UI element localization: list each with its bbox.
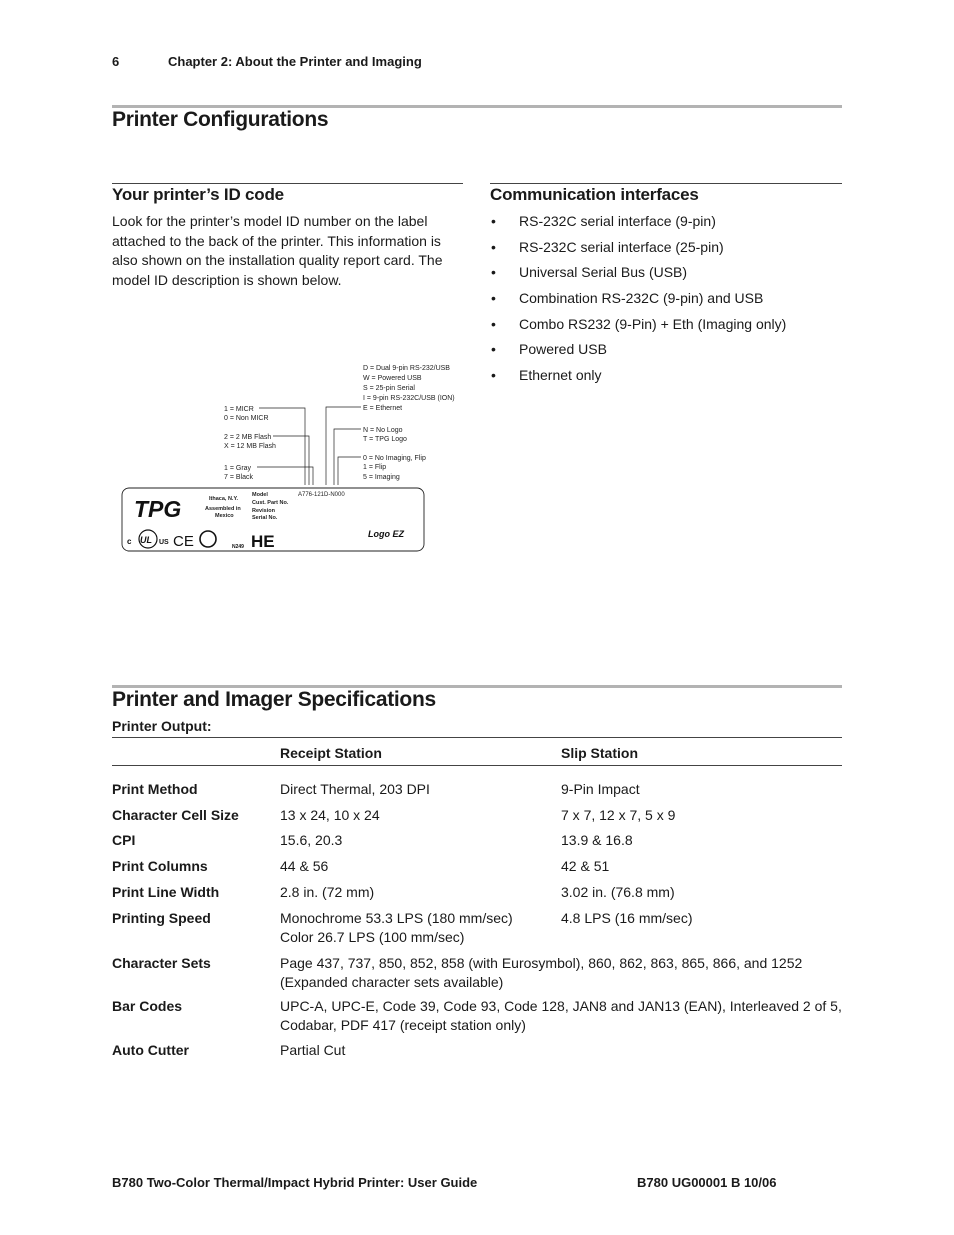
logo-ez-mark: Logo EZ [368, 529, 404, 539]
table-row [112, 780, 842, 806]
diagram-left-label: 1 = MICR [224, 406, 254, 413]
id-code-heading: Your printer’s ID code [112, 185, 284, 204]
receipt-value: 15.6, 20.3 [280, 831, 343, 848]
footer-document-code: B780 UG00001 B 10/06 [637, 1175, 777, 1190]
bullet-icon: • [491, 213, 496, 229]
table-row [112, 1041, 842, 1063]
bullet-icon: • [491, 264, 496, 281]
section-title-specifications: Printer and Imager Specifications [112, 688, 436, 711]
slip-value: 42 & 51 [561, 857, 610, 874]
list-item: • Ethernet only [491, 367, 602, 384]
table-row [112, 909, 842, 954]
table-row [112, 954, 842, 997]
ce-mark: CE [173, 533, 194, 550]
row-label: CPI [112, 831, 136, 848]
bullet-icon: • [491, 238, 496, 255]
label-location: Ithaca, N.Y. [209, 496, 239, 502]
receipt-value: 44 & 56 [280, 857, 329, 874]
slip-value: 3.02 in. (76.8 mm) [561, 883, 675, 900]
receipt-value: Monochrome 53.3 LPS (180 mm/sec) Color 26.7 LPS (100 mm/sec) [280, 909, 513, 945]
table-row [112, 831, 842, 857]
table-row [112, 857, 842, 883]
ul-c-mark: c [127, 537, 132, 546]
ul-mark: UL [140, 535, 152, 545]
table-header-row [112, 738, 842, 766]
chapter-title: Chapter 2: About the Printer and Imaging [168, 54, 422, 69]
row-label: Character Cell Size [112, 806, 239, 823]
receipt-value: Direct Thermal, 203 DPI [280, 780, 430, 797]
list-item: • Universal Serial Bus (USB) [491, 264, 688, 281]
row-label: Bar Codes [112, 997, 183, 1014]
comm-interfaces-list [491, 212, 841, 392]
diagram-left-label: 7 = Black [224, 474, 253, 481]
receipt-value: 2.8 in. (72 mm) [280, 883, 375, 900]
row-label: Print Columns [112, 857, 208, 874]
tpg-logo: TPG [134, 496, 182, 522]
diagram-right-label: S = 25-pin Serial [363, 385, 415, 392]
diagram-left-label: 2 = 2 MB Flash [224, 434, 272, 441]
wide-value: Partial Cut [280, 1041, 346, 1058]
label-field: Cust. Part No. [252, 500, 289, 506]
row-label: Auto Cutter [112, 1041, 189, 1058]
slip-value: 7 x 7, 12 x 7, 5 x 9 [561, 806, 676, 823]
row-label: Character Sets [112, 954, 211, 971]
bullet-icon: • [491, 367, 496, 384]
wide-value: Page 437, 737, 850, 852, 858 (with Eurosymbol), 860, 862, 863, 865, 866, and 1252 (Expanded character sets available) [280, 954, 803, 990]
printer-output-label: Printer Output: [112, 718, 212, 734]
slip-value: 9-Pin Impact [561, 780, 640, 797]
comm-interfaces-heading: Communication interfaces [490, 185, 699, 204]
diagram-right-label: D = Dual 9-pin RS-232/USB [363, 365, 450, 372]
label-location: Assembled in [205, 506, 241, 512]
label-field: Serial No. [252, 515, 278, 521]
specifications-table [112, 737, 842, 1063]
list-item: • Powered USB [491, 341, 607, 358]
diagram-left-label: 0 = Non MICR [224, 415, 269, 422]
model-code: A776-121D-N000 [298, 492, 345, 498]
column-header-receipt: Receipt Station [280, 738, 561, 766]
subsection-rule [490, 183, 842, 184]
list-item: • RS-232C serial interface (9-pin) [491, 213, 716, 229]
he-mark: HE [251, 532, 275, 551]
diagram-right-label: 5 = Imaging [363, 474, 400, 481]
column-header [112, 738, 280, 766]
wide-value: UPC-A, UPC-E, Code 39, Code 93, Code 128, JAN8 and JAN13 (EAN), Interleaved 2 of 5, Codabar, PDF 417 (receipt station only) [280, 997, 842, 1033]
slip-value: 4.8 LPS (16 mm/sec) [561, 909, 693, 926]
table-row [112, 883, 842, 909]
subsection-rule [112, 183, 463, 184]
row-label: Print Line Width [112, 883, 220, 900]
diagram-right-label: W = Powered USB [363, 375, 422, 382]
footer-document-title: B780 Two-Color Thermal/Impact Hybrid Printer: User Guide [112, 1175, 478, 1190]
table-row [112, 997, 842, 1041]
section-title-configurations: Printer Configurations [112, 108, 329, 131]
list-item: • Combo RS232 (9-Pin) + Eth (Imaging only) [491, 315, 787, 332]
diagram-right-label: 1 = Flip [363, 464, 387, 471]
slip-value: 13.9 & 16.8 [561, 831, 633, 848]
table-row [112, 806, 842, 831]
bullet-icon: • [491, 290, 496, 307]
label-field: Model [252, 492, 268, 498]
label-location: Mexico [215, 513, 234, 519]
row-label: Printing Speed [112, 909, 211, 926]
diagram-right-label: N = No Logo [363, 427, 403, 434]
column-header-slip: Slip Station [561, 738, 842, 766]
diagram-right-label: T = TPG Logo [363, 436, 407, 443]
id-code-description: Look for the printer’s model ID number on the label attached to the back of the printer. This information is also shown on the installation quality report card. The model ID description is shown below. [112, 213, 443, 288]
page-number: 6 [112, 54, 120, 69]
bullet-icon: • [491, 315, 496, 332]
c-tick-number: N249 [232, 544, 244, 550]
list-item: • RS-232C serial interface (25-pin) [491, 238, 724, 255]
receipt-value: 13 x 24, 10 x 24 [280, 806, 380, 823]
list-item: • Combination RS-232C (9-pin) and USB [491, 290, 764, 307]
ul-us-mark: US [159, 539, 169, 546]
bullet-icon: • [491, 341, 496, 358]
diagram-left-label: X = 12 MB Flash [224, 443, 276, 450]
diagram-right-label: I = 9-pin RS-232C/USB (ION) [363, 395, 455, 402]
label-field: Revision [252, 508, 275, 514]
model-id-diagram [112, 355, 462, 555]
row-label: Print Method [112, 780, 198, 797]
diagram-left-label: 1 = Gray [224, 465, 252, 472]
diagram-right-label: E = Ethernet [363, 405, 403, 412]
diagram-right-label: 0 = No Imaging, Flip [363, 455, 426, 462]
